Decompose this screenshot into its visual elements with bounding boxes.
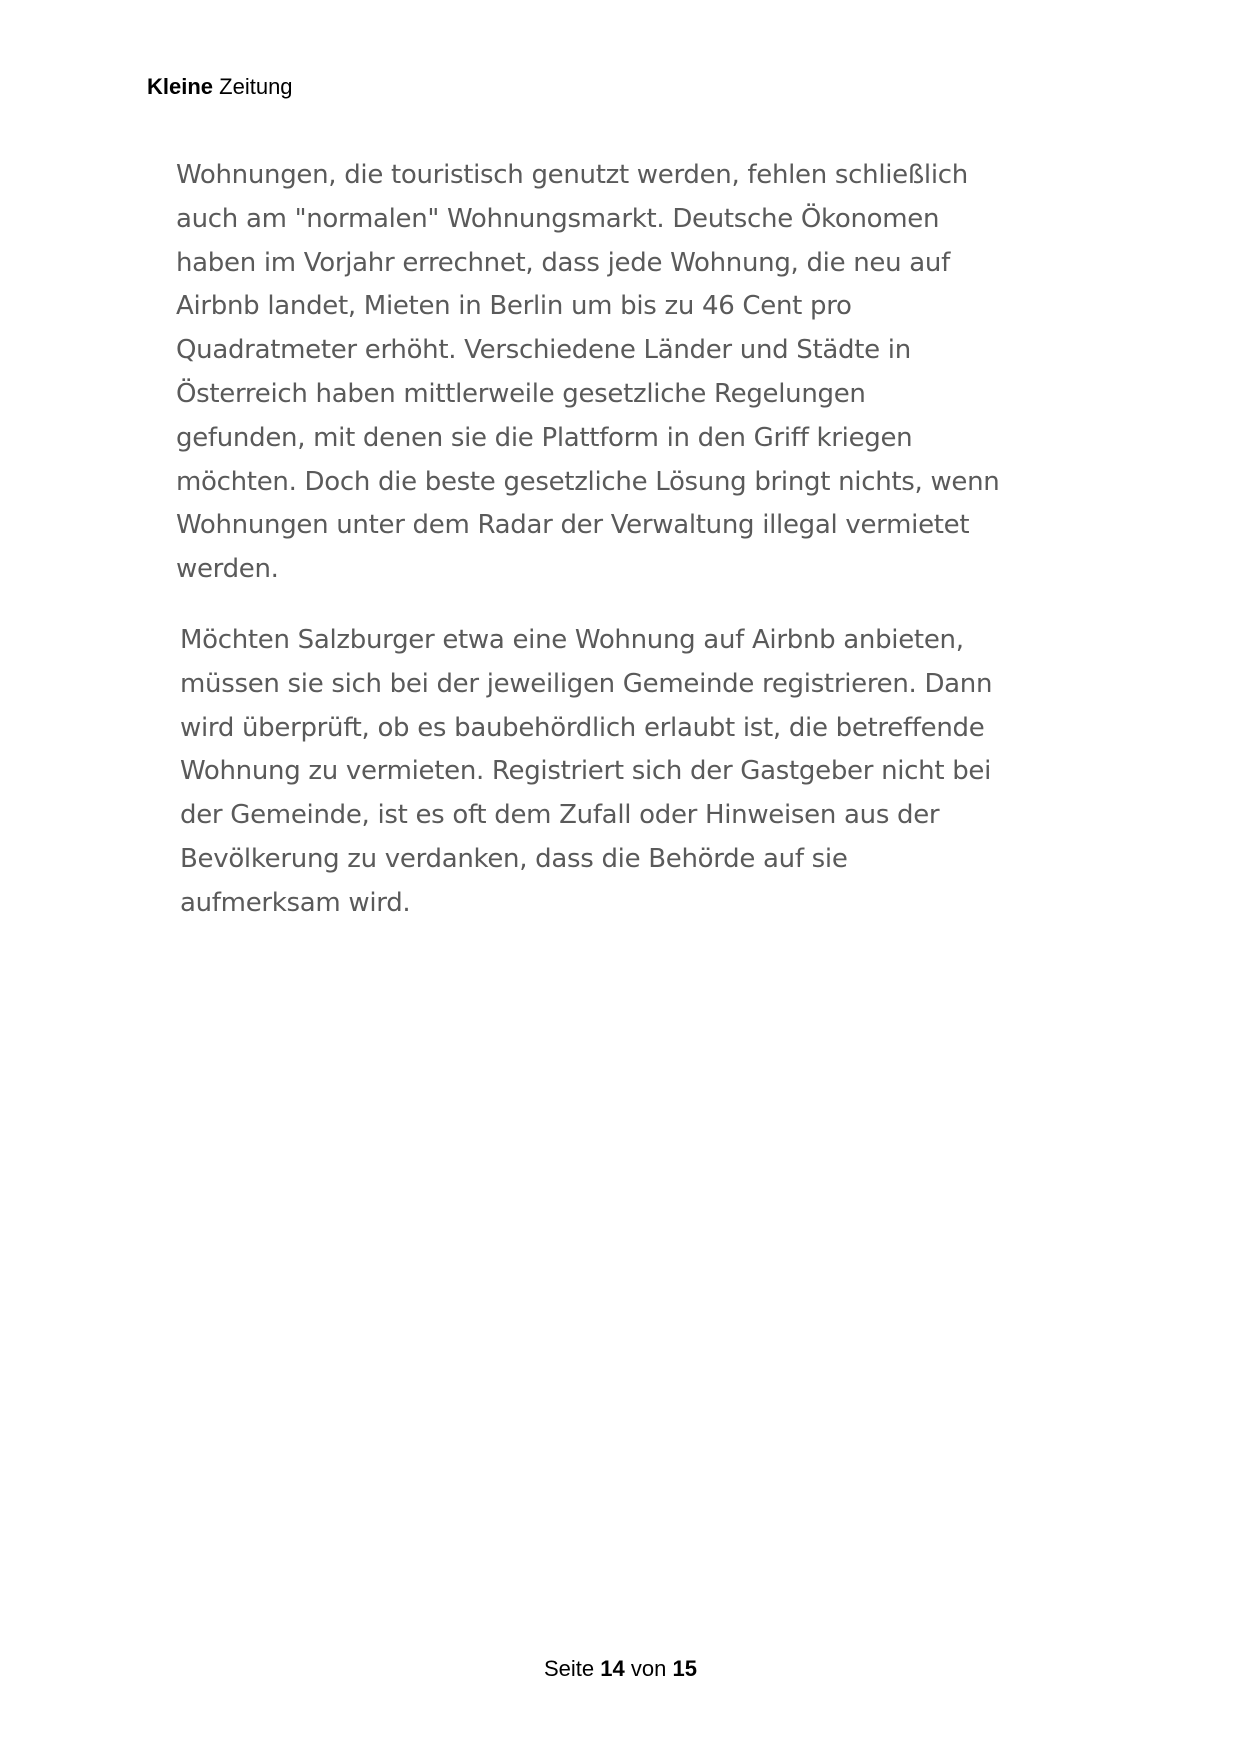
article-paragraph-1 <box>176 154 1036 592</box>
current-page-number: 14 <box>600 1656 625 1681</box>
article-paragraph-2 <box>180 619 1040 926</box>
paragraph-line: Wohnungen, die touristisch genutzt werden, fehlen schließlich <box>176 160 968 190</box>
paragraph-line: Quadratmeter erhöht. Verschiedene Länder und Städte in <box>176 335 911 366</box>
paragraph-line: Wohnungen unter dem Radar der Verwaltung illegal vermietet <box>176 510 970 541</box>
paragraph-line: haben im Vorjahr errechnet, dass jede Wohnung, die neu auf <box>176 247 950 278</box>
paragraph-line: Airbnb landet, Mieten in Berlin um bis zu 46 Cent pro <box>176 291 852 322</box>
paragraph-line: müssen sie sich bei der jeweiligen Gemeinde registrieren. Dann <box>180 668 993 699</box>
page-footer <box>0 1656 1241 1682</box>
page-separator: von <box>630 1656 667 1681</box>
paragraph-line: Wohnung zu vermieten. Registriert sich der Gastgeber nicht bei <box>180 756 992 787</box>
brand-name-regular: Zeitung <box>219 74 293 99</box>
paragraph-line: Möchten Salzburger etwa eine Wohnung auf Airbnb anbieten, <box>180 625 964 655</box>
paragraph-line: auch am "normalen" Wohnungsmarkt. Deutsche Ökonomen <box>176 203 940 234</box>
newspaper-header <box>147 74 293 100</box>
paragraph-line: Bevölkerung zu verdanken, dass die Behörde auf sie <box>180 843 848 874</box>
paragraph-line: werden. <box>176 554 279 585</box>
paragraph-line: möchten. Doch die beste gesetzliche Lösung bringt nichts, wenn <box>176 466 1000 497</box>
page-label: Seite <box>544 1656 595 1681</box>
paragraph-line: aufmerksam wird. <box>180 887 411 918</box>
paragraph-line: Österreich haben mittlerweile gesetzliche Regelungen <box>176 378 866 409</box>
paragraph-line: gefunden, mit denen sie die Plattform in den Griff kriegen <box>176 422 913 453</box>
paragraph-line: der Gemeinde, ist es oft dem Zufall oder Hinweisen aus der <box>180 800 940 831</box>
total-pages-number: 15 <box>672 1656 697 1681</box>
paragraph-line: wird überprüft, ob es baubehördlich erlaubt ist, die betreffende <box>180 712 985 743</box>
brand-name-bold: Kleine <box>147 74 214 99</box>
